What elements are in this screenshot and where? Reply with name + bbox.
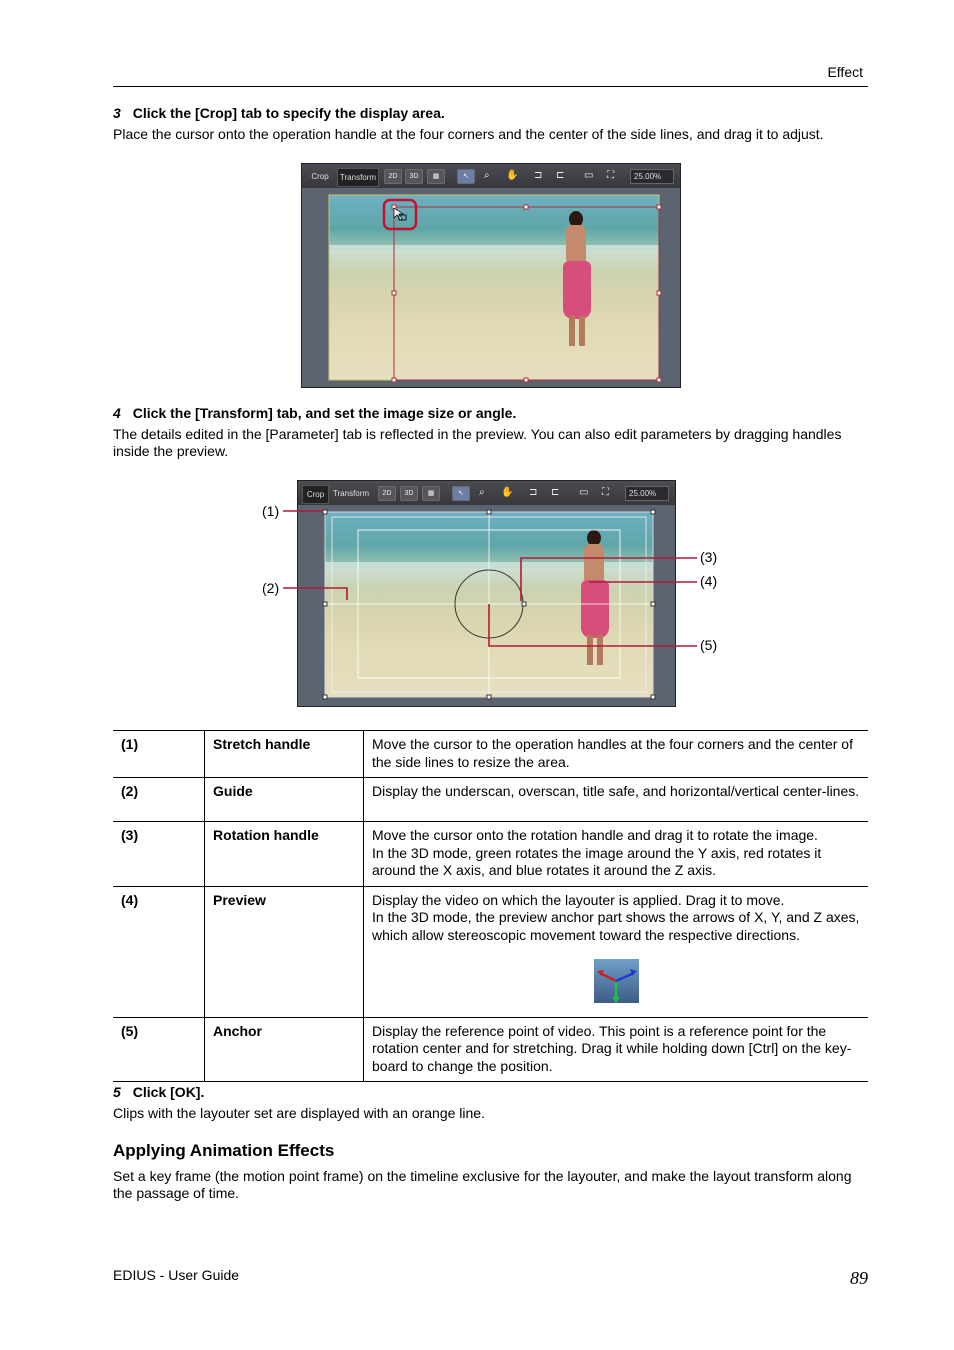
tab-transform[interactable]: Transform	[332, 489, 370, 498]
section-heading: Applying Animation Effects	[113, 1141, 335, 1160]
hand-icon[interactable]: ✋	[501, 487, 514, 498]
row-description: Display the underscan, overscan, title safe, and horizontal/vertical center-lines.	[364, 778, 869, 822]
row-number: (4)	[113, 886, 205, 1017]
page-number: 89	[850, 1268, 868, 1288]
row-description: Display the reference point of video. This point is a reference point for the rotation center and for stretching. Drag it while holding down [Ctrl] on the key-board to change the position.	[364, 1017, 869, 1082]
callout-line-5	[489, 604, 697, 646]
step-3-text: Place the cursor onto the operation handle at the four corners and the center of the side lines, and drag it to adjust.	[113, 126, 824, 142]
table-row	[113, 778, 868, 822]
undo-icon[interactable]: ⊐	[529, 487, 538, 498]
step-title-text: Click the [Transform] tab, and set the image size or angle.	[132, 405, 517, 421]
definition-table	[113, 730, 868, 1082]
fullscreen-icon[interactable]: ⛶	[607, 170, 614, 181]
3d-axis-anchor-icon	[594, 959, 639, 1003]
tab-transform[interactable]: Transform	[337, 168, 379, 187]
step-5-text: Clips with the layouter set are displayed with an orange line.	[113, 1105, 485, 1121]
table-row	[113, 886, 868, 1017]
step-number: 4	[113, 405, 121, 421]
row-number: (1)	[113, 731, 205, 778]
3d-button[interactable]: 3D	[405, 169, 423, 184]
callout-5: (5)	[700, 637, 718, 653]
step-number: 5	[113, 1084, 121, 1100]
zoom-select[interactable]: 25.00%	[630, 169, 674, 184]
fit-icon[interactable]: ▭	[584, 170, 594, 181]
running-header: Effect	[827, 64, 863, 80]
pointer-icon[interactable]: ↖	[452, 486, 470, 501]
row-term: Rotation handle	[205, 822, 364, 887]
callout-1: (1)	[262, 503, 280, 519]
grid-icon[interactable]: ▦	[427, 169, 445, 184]
3d-button[interactable]: 3D	[400, 486, 418, 501]
zoom-icon[interactable]: ⌕	[479, 487, 485, 498]
table-row	[113, 731, 868, 778]
callout-3: (3)	[700, 549, 718, 565]
callout-line-2	[283, 588, 347, 600]
redo-icon[interactable]: ⊏	[556, 170, 565, 181]
fullscreen-icon[interactable]: ⛶	[602, 487, 609, 498]
row-term: Anchor	[205, 1017, 364, 1082]
zoom-select[interactable]: 25.00%	[625, 486, 669, 501]
step-4-text: The details edited in the [Parameter] tab is reflected in the preview. You can also edit parameters by dragging handles inside the preview.	[113, 426, 842, 459]
tab-crop[interactable]: Crop	[311, 172, 329, 181]
hand-icon[interactable]: ✋	[506, 170, 519, 181]
2d-button[interactable]: 2D	[384, 169, 402, 184]
callout-4: (4)	[700, 573, 718, 589]
table-row	[113, 1017, 868, 1082]
step-title-text: Click [OK].	[132, 1084, 205, 1100]
row-description: Move the cursor to the operation handles at the four corners and the center of the side lines to resize the area.	[364, 731, 869, 778]
zoom-icon[interactable]: ⌕	[484, 170, 490, 181]
2d-button[interactable]: 2D	[378, 486, 396, 501]
step-title-text: Click the [Crop] tab to specify the display area.	[132, 105, 445, 121]
table-row	[113, 822, 868, 887]
step-5-title	[113, 1084, 204, 1100]
pointer-icon[interactable]: ↖	[457, 169, 475, 184]
tab-crop[interactable]: Crop	[302, 485, 329, 504]
row-description: Display the video on which the layouter is applied. Drag it to move. In the 3D mode, the preview anchor part shows the arrows of X, Y, and Z axes, which allow stereoscopic movement toward the respective directions.	[364, 886, 869, 1017]
step-number: 3	[113, 105, 121, 121]
row-number: (2)	[113, 778, 205, 822]
footer-guide: EDIUS - User Guide	[113, 1267, 240, 1283]
row-number: (5)	[113, 1017, 205, 1082]
row-description: Move the cursor onto the rotation handle and drag it to rotate the image. In the 3D mode, green rotates the image around the Y axis, red rotates it around the X axis, and blue rotates it around the Z axis.	[364, 822, 869, 887]
grid-icon[interactable]: ▦	[422, 486, 440, 501]
redo-icon[interactable]: ⊏	[551, 487, 560, 498]
callout-line-3	[521, 558, 697, 601]
row-number: (3)	[113, 822, 205, 887]
callout-2: (2)	[262, 580, 280, 596]
undo-icon[interactable]: ⊐	[534, 170, 543, 181]
row-term: Guide	[205, 778, 364, 822]
row-term: Preview	[205, 886, 364, 1017]
fit-icon[interactable]: ▭	[579, 487, 589, 498]
section-text: Set a key frame (the motion point frame) on the timeline exclusive for the layouter, and make the layout transform along the passage of time.	[113, 1168, 852, 1201]
row-term: Stretch handle	[205, 731, 364, 778]
